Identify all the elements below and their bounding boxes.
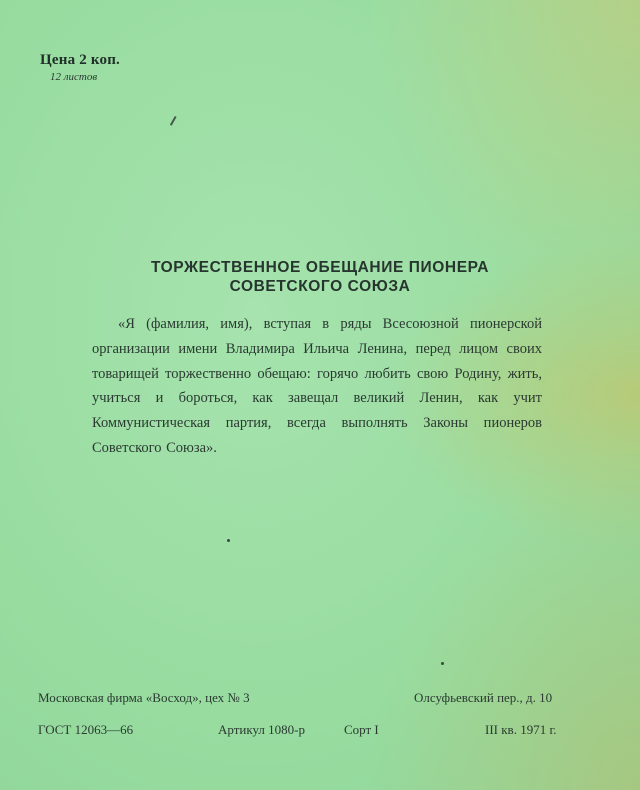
oath-title (0, 258, 640, 296)
pen-stroke-mark (170, 116, 176, 125)
price-label: Цена 2 коп. (40, 52, 121, 68)
speck-dot (227, 539, 230, 542)
quarter-label: III кв. 1971 г. (485, 722, 557, 737)
oath-text: «Я (фамилия, имя), вступая в ряды Всесоюзной пионерской организации имени Владимира Ильича Ленина, перед лицом своих товарищей торжественно обещаю: горячо любить свою Родину, жить, учиться и бороться, как завещал великий Ленин, как учит Коммунистическая партия, всегда выполнять Законы пионеров Советского Союза». (92, 316, 542, 456)
article-label: Артикул 1080-р (218, 722, 305, 737)
sheets-count: 12 листов (50, 71, 98, 83)
address-label: Олсуфьевский пер., д. 10 (414, 690, 553, 705)
speck-dot (441, 662, 444, 665)
grade-label: Сорт I (344, 722, 379, 737)
oath-title-line-2: СОВЕТСКОГО СОЮЗА (229, 278, 411, 295)
manufacturer-label: Московская фирма «Восход», цех № 3 (38, 690, 250, 705)
gost-label: ГОСТ 12063—66 (38, 722, 134, 737)
oath-title-line-1: ТОРЖЕСТВЕННОЕ ОБЕЩАНИЕ ПИОНЕРА (150, 259, 490, 276)
